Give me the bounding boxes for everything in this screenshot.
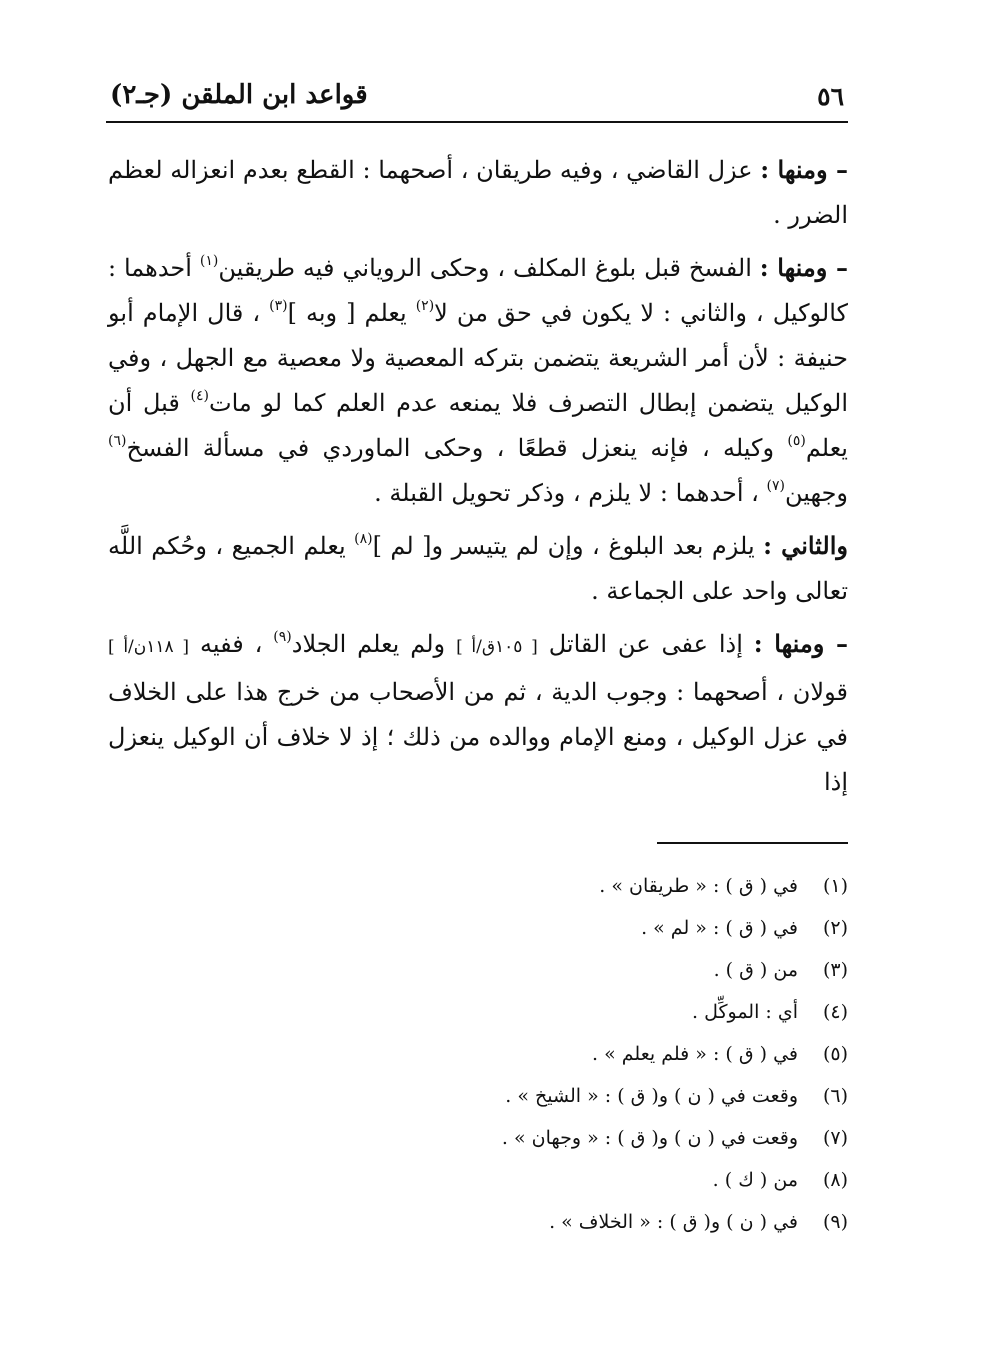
footnote-text: في ( ق ) : « فلم يعلم » . bbox=[592, 1043, 798, 1065]
footnote-text: في ( ق ) : « لم » . bbox=[641, 917, 798, 939]
paragraph-lead: – ومنها : bbox=[760, 155, 848, 184]
footnote-item bbox=[300, 1201, 848, 1243]
manuscript-folio-marker: [ ١١٨ن/أ ] bbox=[108, 637, 190, 657]
paragraph-text: ، قال الإمام أبو حنيفة : لأن أمر الشريعة يتضمن بتركه المعصية ولا معصية مع الجهل ، وفي الوكيل يتضمن إبطال التصرف فلا يمنعه عدم العلم كما لو مات bbox=[108, 299, 848, 417]
paragraph-text: الفسخ قبل بلوغ المكلف ، وحكى الروياني فيه طريقين bbox=[218, 254, 760, 282]
running-title: قواعد ابن الملقن (جـ٢) bbox=[110, 80, 368, 110]
paragraph-text: وكيله ، فإنه ينعزل قطعًا ، وحكى الماوردي في مسألة الفسخ bbox=[126, 434, 788, 462]
paragraph-text: يلزم بعد البلوغ ، وإن لم يتيسر و[ لم ] bbox=[372, 532, 764, 560]
footnote-item bbox=[300, 949, 848, 991]
footnote-ref: (٣) bbox=[269, 298, 288, 314]
paragraph-text: ، أحدهما : لا يلزم ، وذكر تحويل القبلة . bbox=[374, 479, 767, 507]
footnote-ref: (٤) bbox=[190, 388, 209, 404]
footnote-number: (٣) bbox=[822, 959, 848, 981]
footnote-text: من ( ك ) . bbox=[712, 1169, 798, 1191]
paragraph-text: إذا عفى عن القاتل bbox=[537, 630, 754, 658]
page-header bbox=[106, 78, 848, 114]
paragraph bbox=[108, 523, 848, 614]
footnote-item bbox=[300, 865, 848, 907]
footnote-item bbox=[300, 907, 848, 949]
footnote-ref: (٨) bbox=[354, 531, 373, 547]
paragraph-lead: والثاني : bbox=[763, 531, 848, 560]
manuscript-folio-marker: [ ١٠٥ق/أ ] bbox=[456, 637, 538, 657]
header-rule bbox=[106, 121, 848, 123]
paragraph-text: ولم يعلم الجلاد bbox=[291, 630, 457, 658]
paragraph bbox=[108, 147, 848, 238]
footnote-ref: (٢) bbox=[415, 298, 435, 314]
footnote-item bbox=[300, 1117, 848, 1159]
footnote-number: (٢) bbox=[822, 917, 848, 939]
paragraph-text: قبل أن يعلم bbox=[108, 389, 848, 462]
footnote-ref: (٥) bbox=[787, 433, 806, 449]
footnote-ref: (٧) bbox=[766, 478, 785, 494]
footnote-number: (٤) bbox=[822, 1001, 848, 1023]
paragraph-text: يعلم الجميع ، وحُكم اللَّه تعالى واحد على الجماعة . bbox=[108, 532, 848, 605]
paragraph bbox=[108, 621, 848, 805]
paragraph-lead: – ومنها : bbox=[759, 253, 848, 282]
paragraph-lead: – ومنها : bbox=[753, 629, 849, 658]
footnote-number: (٨) bbox=[822, 1169, 848, 1191]
footnote-item bbox=[300, 1075, 848, 1117]
footnote-text: في ( ن ) و( ق ) : « الخلاف » . bbox=[549, 1211, 798, 1233]
footnote-ref: (٦) bbox=[108, 433, 127, 449]
paragraph-text: قولان ، أصحهما : وجوب الدية ، ثم من الأصحاب من خرج هذا على الخلاف في عزل الوكيل ، ومنع الإمام ووالده من ذلك ؛ إذ لا خلاف أن الوكيل ينعزل إذا bbox=[108, 678, 848, 796]
footnote-number: (٦) bbox=[822, 1085, 848, 1107]
footnote-text: وقعت في ( ن ) و( ق ) : « وجهان » . bbox=[501, 1127, 798, 1149]
footnote-ref: (٩) bbox=[273, 629, 292, 645]
footnote-number: (٩) bbox=[822, 1211, 848, 1233]
footnotes bbox=[300, 865, 848, 1243]
footnote-item bbox=[300, 1033, 848, 1075]
paragraph-text: وجهين bbox=[785, 479, 848, 507]
footnote-separator bbox=[657, 842, 848, 844]
page-number: ٥٦ bbox=[817, 82, 844, 111]
footnote-number: (٥) bbox=[822, 1043, 848, 1065]
footnote-text: من ( ق ) . bbox=[713, 959, 798, 981]
footnote-item bbox=[300, 1159, 848, 1201]
main-text bbox=[108, 147, 848, 812]
paragraph-text: أحدهما : كالوكيل ، والثاني : لا يكون في حق من لا bbox=[108, 254, 848, 327]
footnote-text: وقعت في ( ن ) و( ق ) : « الشيخ » . bbox=[505, 1085, 798, 1107]
footnote-text: أي : الموكِّل . bbox=[691, 1001, 798, 1023]
paragraph-text: عزل القاضي ، وفيه طريقان ، أصحهما : القطع بعدم انعزاله لعظم الضرر . bbox=[108, 156, 848, 229]
footnote-item bbox=[300, 991, 848, 1033]
footnote-number: (٧) bbox=[822, 1127, 848, 1149]
paragraph bbox=[108, 245, 848, 516]
footnote-ref: (١) bbox=[199, 253, 219, 269]
paragraph-text: ، ففيه bbox=[189, 630, 274, 658]
paragraph-text: يعلم [ وبه ] bbox=[287, 299, 416, 327]
footnote-text: في ( ق ) : « طريقان » . bbox=[599, 875, 798, 897]
footnote-number: (١) bbox=[822, 875, 848, 897]
